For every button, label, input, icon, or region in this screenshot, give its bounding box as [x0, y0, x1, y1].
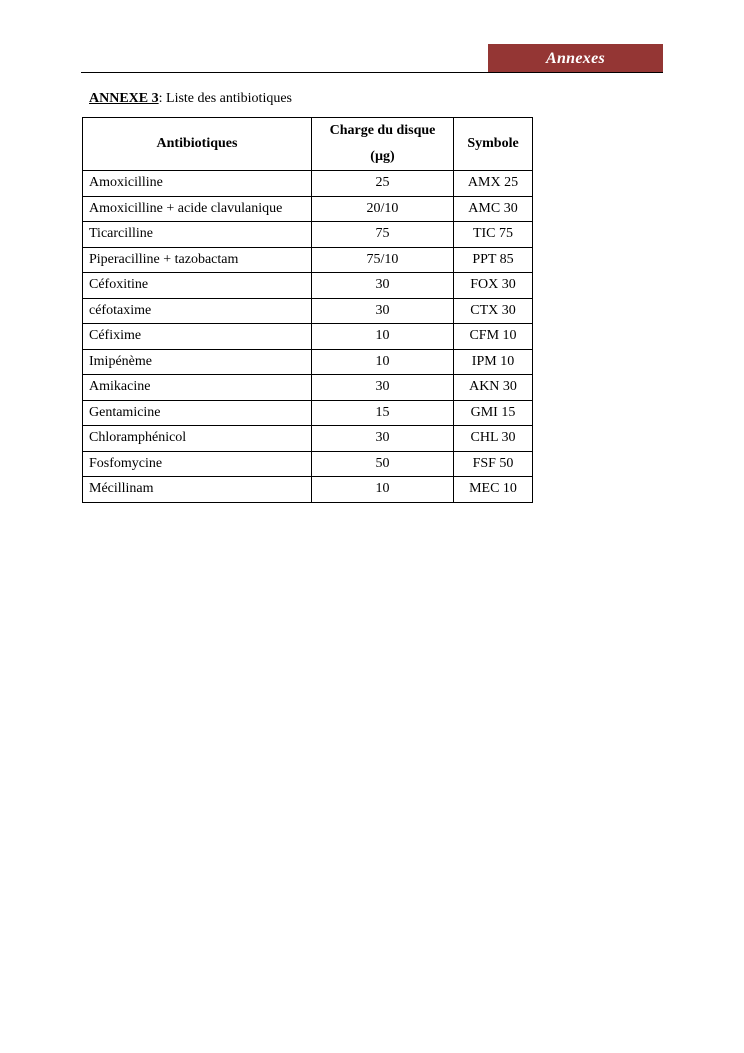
disk-charge-cell: 10 — [312, 324, 454, 350]
table-row — [83, 400, 533, 426]
table-row — [83, 477, 533, 503]
table-row — [83, 247, 533, 273]
annex-title-text: Liste des antibiotiques — [162, 91, 292, 106]
antibiotic-name-cell: Ticarcilline — [83, 222, 312, 248]
table-row — [83, 298, 533, 324]
antibiotic-name-cell: Amoxicilline — [83, 171, 312, 197]
disk-charge-cell: 10 — [312, 349, 454, 375]
disk-charge-cell: 30 — [312, 426, 454, 452]
antibiotic-name-cell: Piperacilline + tazobactam — [83, 247, 312, 273]
header-charge-line2: (µg) — [370, 149, 395, 164]
table-body — [83, 171, 533, 503]
disk-charge-cell: 15 — [312, 400, 454, 426]
symbol-cell: FOX 30 — [454, 273, 533, 299]
antibiotic-name-cell: Amikacine — [83, 375, 312, 401]
symbol-cell: AMX 25 — [454, 171, 533, 197]
antibiotic-name-cell: Gentamicine — [83, 400, 312, 426]
disk-charge-cell: 25 — [312, 171, 454, 197]
table-row — [83, 426, 533, 452]
annex-separator: : — [158, 91, 163, 106]
antibiotic-name-cell: Imipénème — [83, 349, 312, 375]
disk-charge-cell: 20/10 — [312, 196, 454, 222]
table-row — [83, 273, 533, 299]
section-header-badge: Annexes — [488, 44, 663, 73]
symbol-cell: IPM 10 — [454, 349, 533, 375]
antibiotic-name-cell: Fosfomycine — [83, 451, 312, 477]
table-row — [83, 349, 533, 375]
symbol-cell: AMC 30 — [454, 196, 533, 222]
table-row — [83, 451, 533, 477]
header-rule — [81, 72, 663, 73]
table-header-row — [83, 118, 533, 171]
disk-charge-cell: 10 — [312, 477, 454, 503]
table-row — [83, 171, 533, 197]
antibiotics-table — [82, 117, 533, 503]
disk-charge-cell: 75/10 — [312, 247, 454, 273]
symbol-cell: PPT 85 — [454, 247, 533, 273]
table-row — [83, 324, 533, 350]
disk-charge-cell: 50 — [312, 451, 454, 477]
symbol-cell: CFM 10 — [454, 324, 533, 350]
annex-title — [89, 90, 292, 108]
symbol-cell: MEC 10 — [454, 477, 533, 503]
antibiotic-name-cell: Chloramphénicol — [83, 426, 312, 452]
symbol-cell: FSF 50 — [454, 451, 533, 477]
annex-label: ANNEXE 3 — [89, 91, 159, 106]
symbol-cell: GMI 15 — [454, 400, 533, 426]
antibiotic-name-cell: céfotaxime — [83, 298, 312, 324]
disk-charge-cell: 30 — [312, 273, 454, 299]
header-charge-line1: Charge du disque — [329, 123, 436, 138]
symbol-cell: AKN 30 — [454, 375, 533, 401]
antibiotic-name-cell: Céfoxitine — [83, 273, 312, 299]
header-antibiotic: Antibiotiques — [83, 118, 312, 171]
antibiotic-name-cell: Céfixime — [83, 324, 312, 350]
header-symbol: Symbole — [454, 118, 533, 171]
symbol-cell: CHL 30 — [454, 426, 533, 452]
antibiotic-name-cell: Amoxicilline + acide clavulanique — [83, 196, 312, 222]
table-row — [83, 196, 533, 222]
disk-charge-cell: 30 — [312, 375, 454, 401]
table-row — [83, 375, 533, 401]
table-row — [83, 222, 533, 248]
disk-charge-cell: 75 — [312, 222, 454, 248]
disk-charge-cell: 30 — [312, 298, 454, 324]
antibiotic-name-cell: Mécillinam — [83, 477, 312, 503]
symbol-cell: CTX 30 — [454, 298, 533, 324]
symbol-cell: TIC 75 — [454, 222, 533, 248]
header-charge — [312, 118, 454, 171]
